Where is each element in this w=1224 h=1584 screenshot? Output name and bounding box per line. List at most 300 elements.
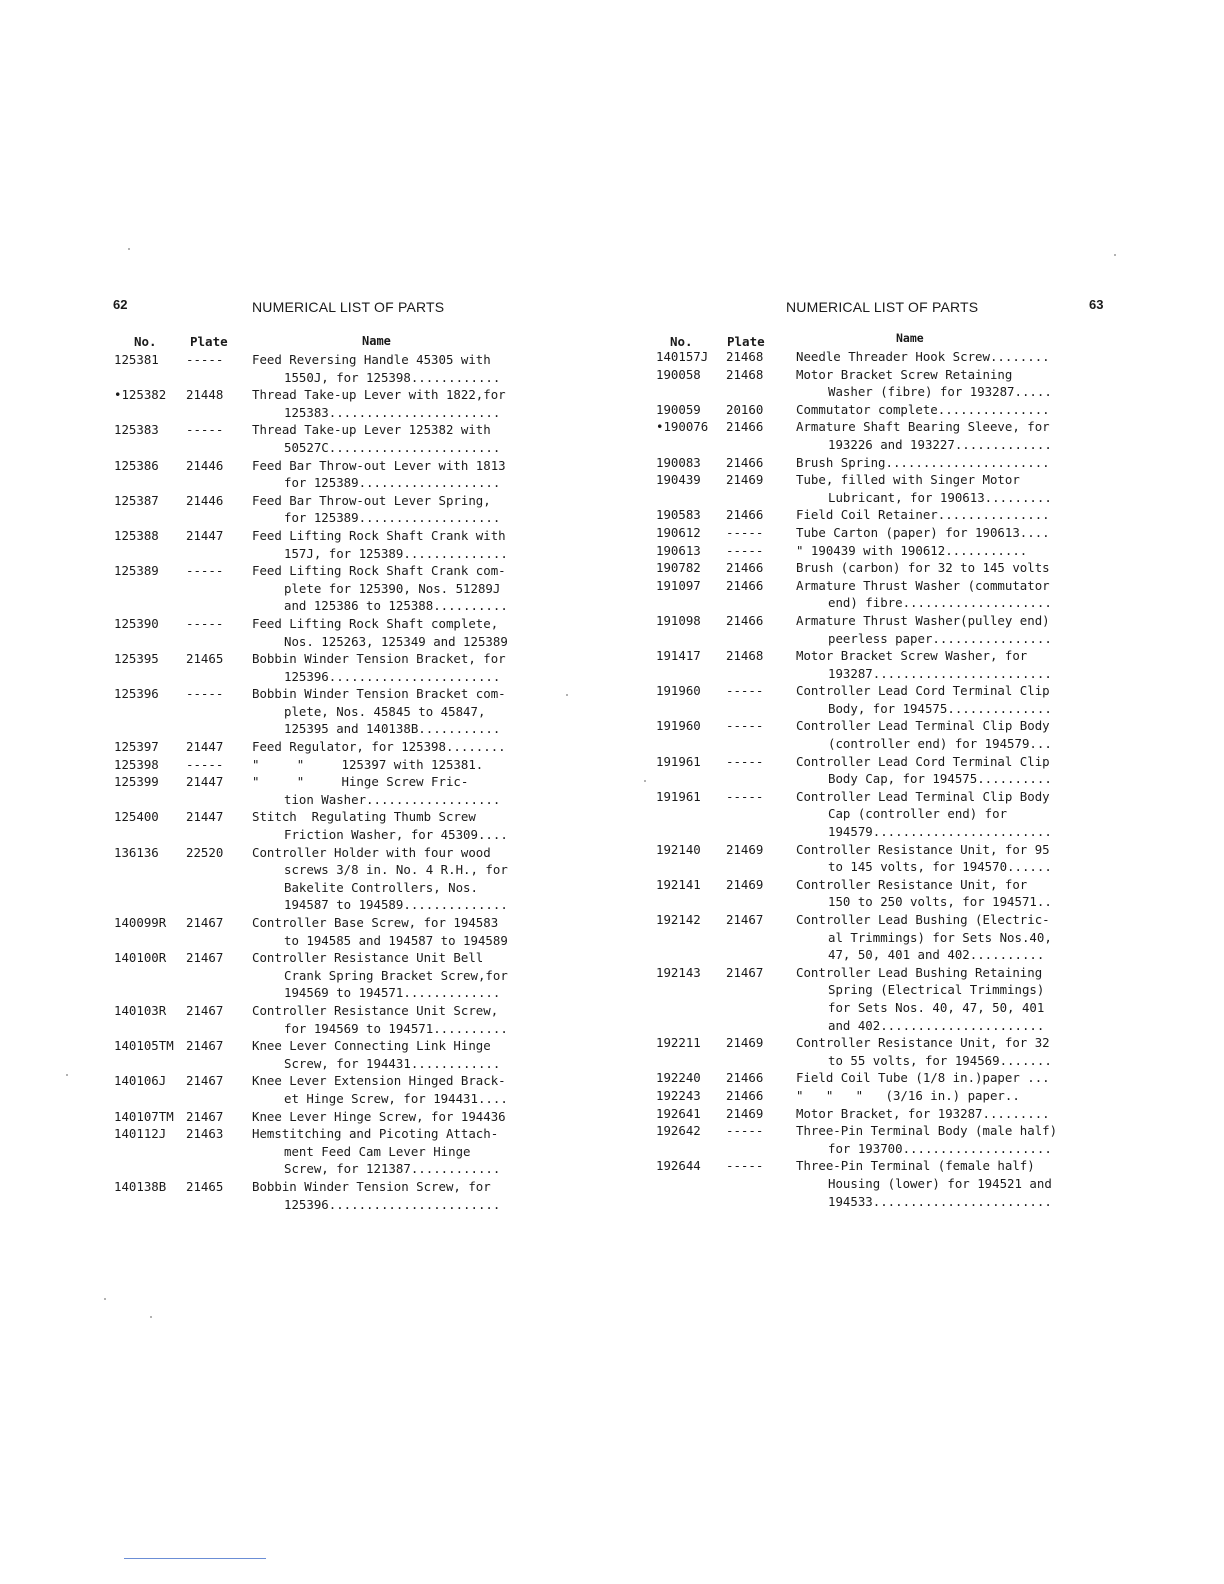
part-name-line: peerless paper................: [828, 630, 1052, 646]
table-row: [114, 457, 534, 492]
part-name: [252, 844, 534, 914]
table-row: [114, 756, 534, 774]
scan-speck: [566, 694, 568, 696]
part-name: [252, 492, 534, 527]
plate-number: 21469: [726, 841, 764, 857]
part-number: 140105TM: [114, 1038, 174, 1054]
part-number: 125383: [114, 422, 159, 438]
part-name-line: Motor Bracket, for 193287.........: [796, 1105, 1050, 1121]
part-number: 190612: [656, 524, 701, 540]
part-name: [252, 1178, 534, 1213]
part-name-line: et Hinge Screw, for 194431....: [284, 1090, 508, 1106]
part-name-line: Armature Thrust Washer (commutator: [796, 577, 1050, 593]
table-row: [656, 612, 1076, 647]
table-row: [656, 682, 1076, 717]
part-number: 125386: [114, 457, 159, 473]
scan-speck: [104, 1298, 106, 1300]
part-name-line: Three-Pin Terminal (female half): [796, 1158, 1035, 1174]
part-number: 125381: [114, 352, 159, 367]
part-name: [252, 457, 534, 492]
scan-speck: [128, 248, 130, 250]
plate-number: -----: [726, 788, 764, 804]
part-name: [796, 542, 1076, 560]
part-name-line: Body Cap, for 194575..........: [828, 771, 1052, 787]
part-name: [252, 756, 534, 774]
plate-number: 21448: [186, 387, 224, 403]
table-row: [656, 1122, 1076, 1157]
part-number: 192641: [656, 1105, 701, 1121]
part-number: •190076: [656, 419, 709, 435]
column-header-name: Name: [896, 331, 924, 345]
table-row: [114, 773, 534, 808]
part-name-line: Cap (controller end) for: [828, 806, 1008, 822]
plate-number: -----: [726, 683, 764, 699]
part-number: 191960: [656, 718, 701, 734]
table-row: [114, 562, 534, 615]
table-row: [656, 1034, 1076, 1069]
part-name-line: Housing (lower) for 194521 and: [828, 1175, 1052, 1191]
part-name-line: for 125389...................: [284, 510, 501, 526]
plate-number: 21467: [186, 1108, 224, 1124]
scan-speck: [150, 1316, 152, 1318]
part-number: 192243: [656, 1087, 701, 1103]
part-number: 125399: [114, 774, 159, 790]
plate-number: 21468: [726, 349, 764, 364]
part-name-line: Controller Resistance Unit Bell: [252, 950, 484, 966]
part-name: [796, 1069, 1076, 1087]
right-page: [612, 0, 1224, 1584]
plate-number: 21467: [726, 912, 764, 927]
plate-number: 21467: [186, 1002, 224, 1018]
parts-table: [114, 351, 534, 1213]
part-name-line: to 55 volts, for 194569.......: [828, 1052, 1052, 1068]
table-row: [114, 949, 534, 1002]
part-number: 192644: [656, 1158, 701, 1174]
part-name: [796, 401, 1076, 419]
plate-number: 21467: [186, 915, 224, 930]
part-name: [796, 788, 1076, 841]
part-name: [796, 841, 1076, 876]
plate-number: 21467: [186, 1038, 224, 1054]
part-name: [796, 876, 1076, 911]
part-name-line: Field Coil Retainer...............: [796, 507, 1050, 523]
part-number: 192642: [656, 1123, 701, 1139]
part-name-line: Feed Lifting Rock Shaft Crank com-: [252, 563, 506, 579]
part-name-line: and 125386 to 125388..........: [284, 598, 508, 614]
part-name-line: Lubricant, for 190613.........: [828, 489, 1052, 505]
part-name-line: al Trimmings) for Sets Nos.40,: [828, 929, 1052, 945]
table-row: [114, 1037, 534, 1072]
part-name-line: for Sets Nos. 40, 47, 50, 401: [828, 999, 1045, 1015]
plate-number: -----: [726, 718, 764, 734]
part-number: 125389: [114, 563, 159, 579]
table-row: [656, 964, 1076, 1034]
part-name: [252, 808, 534, 843]
part-name: [796, 366, 1076, 401]
plate-number: 21466: [726, 577, 764, 593]
part-number: 191098: [656, 612, 701, 628]
part-name-line: Controller Lead Cord Terminal Clip: [796, 683, 1050, 699]
part-name-line: 194533........................: [828, 1193, 1052, 1209]
part-number: 192240: [656, 1070, 701, 1086]
table-row: [656, 1087, 1076, 1105]
column-header-plate: Plate: [190, 334, 228, 349]
part-name-line: Tube, filled with Singer Motor: [796, 472, 1020, 488]
plate-number: -----: [186, 756, 224, 772]
column-header-name: Name: [362, 334, 391, 348]
part-name: [796, 1087, 1076, 1105]
part-name: [796, 559, 1076, 577]
page-number: 63: [1089, 297, 1104, 312]
part-name-line: Knee Lever Extension Hinged Brack-: [252, 1073, 506, 1089]
part-name: [252, 1072, 534, 1107]
part-name-line: 125396.......................: [284, 668, 501, 684]
column-header-plate: Plate: [727, 334, 765, 349]
part-number: 190782: [656, 560, 701, 576]
scan-speck: [66, 1074, 68, 1076]
plate-number: 21446: [186, 457, 224, 473]
part-name: [796, 524, 1076, 542]
part-name: [252, 949, 534, 1002]
table-row: [114, 685, 534, 738]
part-name-line: tion Washer..................: [284, 791, 501, 807]
plate-number: 21469: [726, 876, 764, 892]
part-name-line: 194587 to 194589..............: [284, 897, 508, 913]
part-name-line: Controller Resistance Unit, for: [796, 876, 1028, 892]
table-row: [656, 647, 1076, 682]
part-name: [252, 386, 534, 421]
plate-number: 21468: [726, 648, 764, 664]
plate-number: -----: [726, 1123, 764, 1139]
part-name-line: Knee Lever Connecting Link Hinge: [252, 1038, 491, 1054]
part-number: 125387: [114, 492, 159, 508]
part-name: [796, 717, 1076, 752]
part-name-line: " " 125397 with 125381.: [252, 756, 484, 772]
part-name: [252, 685, 534, 738]
part-number: 125397: [114, 739, 159, 755]
part-name-line: Controller Resistance Unit, for 32: [796, 1035, 1050, 1051]
part-name: [796, 612, 1076, 647]
part-name-line: Washer (fibre) for 193287.....: [828, 384, 1052, 400]
part-name: [796, 1157, 1076, 1210]
part-name-line: to 194585 and 194587 to 194589: [284, 932, 508, 948]
table-row: [114, 421, 534, 456]
part-name: [252, 527, 534, 562]
part-name-line: Brush Spring......................: [796, 454, 1050, 470]
table-row: [656, 366, 1076, 401]
plate-number: 21466: [726, 419, 764, 435]
scan-speck: [1114, 254, 1116, 256]
part-name-line: Feed Lifting Rock Shaft complete,: [252, 615, 499, 631]
part-name: [252, 421, 534, 456]
part-name: [252, 650, 534, 685]
table-row: [114, 1072, 534, 1107]
page-number: 62: [113, 297, 128, 312]
part-number: 191961: [656, 788, 701, 804]
part-name-line: Nos. 125263, 125349 and 125389: [284, 633, 508, 649]
part-name-line: Controller Lead Bushing (Electric-: [796, 912, 1050, 927]
plate-number: -----: [726, 524, 764, 540]
part-name-line: Stitch Regulating Thumb Screw: [252, 809, 476, 825]
part-name-line: 125383.......................: [284, 404, 501, 420]
table-row: [114, 808, 534, 843]
plate-number: -----: [186, 563, 224, 579]
part-name-line: 194569 to 194571.............: [284, 985, 501, 1001]
part-name-line: plete for 125390, Nos. 51289J: [284, 580, 501, 596]
part-number: 125396: [114, 686, 159, 702]
part-name-line: for 194569 to 194571..........: [284, 1020, 508, 1036]
part-name-line: Feed Bar Throw-out Lever with 1813: [252, 457, 506, 473]
part-number: 140100R: [114, 950, 167, 966]
table-row: [656, 788, 1076, 841]
part-number: 140157J: [656, 349, 709, 364]
table-row: [656, 559, 1076, 577]
page-heading: NUMERICAL LIST OF PARTS: [252, 299, 445, 315]
part-name-line: Three-Pin Terminal Body (male half): [796, 1123, 1058, 1139]
part-name-line: 125395 and 140138B...........: [284, 721, 501, 737]
part-name-line: Motor Bracket Screw Retaining: [796, 366, 1013, 382]
part-name-line: Controller Lead Bushing Retaining: [796, 964, 1043, 980]
part-name: [796, 1122, 1076, 1157]
part-name: [252, 1108, 534, 1126]
part-name-line: screws 3/8 in. No. 4 R.H., for: [284, 862, 508, 878]
part-name: [796, 1034, 1076, 1069]
part-name: [252, 351, 534, 386]
part-name-line: Motor Bracket Screw Washer, for: [796, 648, 1028, 664]
table-row: [114, 351, 534, 386]
table-row: [656, 401, 1076, 419]
table-row: [656, 841, 1076, 876]
table-row: [656, 911, 1076, 964]
part-name-line: Armature Shaft Bearing Sleeve, for: [796, 419, 1050, 435]
table-row: [114, 844, 534, 914]
part-number: 140103R: [114, 1002, 167, 1018]
part-name-line: Controller Lead Terminal Clip Body: [796, 718, 1050, 734]
part-number: 192141: [656, 876, 701, 892]
part-name-line: " " Hinge Screw Fric-: [252, 774, 469, 790]
part-number: 191097: [656, 577, 701, 593]
plate-number: 21465: [186, 1178, 224, 1194]
part-name-line: Feed Regulator, for 125398........: [252, 739, 506, 755]
part-name-line: 150 to 250 volts, for 194571..: [828, 894, 1052, 910]
part-name: [796, 964, 1076, 1034]
plate-number: 21469: [726, 1105, 764, 1121]
table-row: [656, 1105, 1076, 1123]
plate-number: -----: [726, 753, 764, 769]
part-name-line: Feed Lifting Rock Shaft Crank with: [252, 527, 506, 543]
part-number: 125395: [114, 651, 159, 667]
plate-number: 21466: [726, 1087, 764, 1103]
part-number: 191961: [656, 753, 701, 769]
part-name-line: Hemstitching and Picoting Attach-: [252, 1126, 499, 1142]
part-name-line: 193226 and 193227.............: [828, 436, 1052, 452]
part-number: 191417: [656, 648, 701, 664]
page-heading: NUMERICAL LIST OF PARTS: [786, 299, 979, 315]
plate-number: 21447: [186, 527, 224, 543]
table-row: [114, 1178, 534, 1213]
part-name-line: ment Feed Cam Lever Hinge: [284, 1143, 471, 1159]
part-name: [796, 348, 1076, 366]
table-row: [656, 471, 1076, 506]
table-row: [656, 524, 1076, 542]
part-number: 190059: [656, 401, 701, 417]
plate-number: 21468: [726, 366, 764, 382]
plate-number: 21447: [186, 809, 224, 825]
part-name-line: Body, for 194575..............: [828, 700, 1052, 716]
part-number: 191960: [656, 683, 701, 699]
part-name: [796, 577, 1076, 612]
part-number: 125400: [114, 809, 159, 825]
plate-number: 21466: [726, 1070, 764, 1086]
part-name-line: 1550J, for 125398............: [284, 369, 501, 385]
plate-number: -----: [186, 686, 224, 702]
plate-number: 21446: [186, 492, 224, 508]
table-row: [114, 1108, 534, 1126]
part-number: 190058: [656, 366, 701, 382]
part-name: [796, 454, 1076, 472]
plate-number: 21466: [726, 560, 764, 576]
table-row: [656, 418, 1076, 453]
plate-number: -----: [726, 542, 764, 558]
part-name-line: Needle Threader Hook Screw........: [796, 349, 1050, 364]
table-row: [114, 650, 534, 685]
table-row: [656, 577, 1076, 612]
part-number: 140106J: [114, 1073, 167, 1089]
part-name-line: 125396.......................: [284, 1196, 501, 1212]
plate-number: 21465: [186, 651, 224, 667]
part-name-line: plete, Nos. 45845 to 45847,: [284, 703, 486, 719]
part-name-line: Tube Carton (paper) for 190613....: [796, 524, 1050, 540]
plate-number: 21447: [186, 739, 224, 755]
part-name: [252, 615, 534, 650]
part-name-line: 157J, for 125389..............: [284, 545, 508, 561]
part-number: 140107TM: [114, 1108, 174, 1124]
part-name-line: (controller end) for 194579...: [828, 736, 1052, 752]
part-name-line: end) fibre....................: [828, 595, 1052, 611]
plate-number: 21469: [726, 472, 764, 488]
part-name-line: and 402......................: [828, 1017, 1045, 1033]
part-name-line: Thread Take-up Lever 125382 with: [252, 422, 491, 438]
table-row: [656, 1157, 1076, 1210]
part-number: 125398: [114, 756, 159, 772]
part-name-line: Bobbin Winder Tension Bracket com-: [252, 686, 506, 702]
part-name: [252, 1037, 534, 1072]
table-row: [656, 753, 1076, 788]
part-name-line: " 190439 with 190612...........: [796, 542, 1028, 558]
part-number: 192211: [656, 1035, 701, 1051]
part-name: [252, 1125, 534, 1178]
part-name-line: Controller Lead Cord Terminal Clip: [796, 753, 1050, 769]
part-name: [796, 471, 1076, 506]
part-name: [796, 506, 1076, 524]
part-name-line: Bakelite Controllers, Nos.: [284, 879, 478, 895]
table-row: [656, 348, 1076, 366]
scan-edge-line: [124, 1558, 266, 1559]
plate-number: 21466: [726, 612, 764, 628]
part-number: 192143: [656, 964, 701, 980]
table-row: [114, 1002, 534, 1037]
part-number: 125388: [114, 527, 159, 543]
part-name-line: Controller Lead Terminal Clip Body: [796, 788, 1050, 804]
parts-table: [656, 348, 1076, 1210]
plate-number: 21467: [726, 964, 764, 980]
part-name: [796, 647, 1076, 682]
part-number: 192140: [656, 841, 701, 857]
part-name: [252, 738, 534, 756]
plate-number: -----: [186, 352, 224, 367]
part-name-line: Screw, for 194431............: [284, 1055, 501, 1071]
plate-number: -----: [186, 422, 224, 438]
part-name-line: Controller Holder with four wood: [252, 844, 491, 860]
part-name-line: Feed Bar Throw-out Lever Spring,: [252, 492, 491, 508]
part-name-line: Bobbin Winder Tension Screw, for: [252, 1178, 491, 1194]
plate-number: -----: [726, 1158, 764, 1174]
part-name-line: Brush (carbon) for 32 to 145 volts: [796, 560, 1050, 576]
table-row: [114, 615, 534, 650]
part-number: 140138B: [114, 1178, 167, 1194]
plate-number: 21466: [726, 507, 764, 523]
part-name-line: Crank Spring Bracket Screw,for: [284, 967, 508, 983]
plate-number: 22520: [186, 844, 224, 860]
column-header-no: No.: [134, 334, 157, 349]
part-name-line: 193287........................: [828, 665, 1052, 681]
part-name: [796, 682, 1076, 717]
plate-number: 21467: [186, 1073, 224, 1089]
column-header-no: No.: [670, 334, 693, 349]
plate-number: 21447: [186, 774, 224, 790]
part-name-line: 194579........................: [828, 824, 1052, 840]
part-number: 192142: [656, 912, 701, 927]
table-row: [114, 386, 534, 421]
part-number: 190613: [656, 542, 701, 558]
table-row: [114, 527, 534, 562]
part-name-line: to 145 volts, for 194570......: [828, 859, 1052, 875]
plate-number: 21463: [186, 1126, 224, 1142]
plate-number: 20160: [726, 401, 764, 417]
table-row: [114, 914, 534, 949]
part-number: 136136: [114, 844, 159, 860]
part-name-line: Field Coil Tube (1/8 in.)paper ...: [796, 1070, 1050, 1086]
part-name-line: for 125389...................: [284, 475, 501, 491]
part-name-line: Controller Resistance Unit, for 95: [796, 841, 1050, 857]
table-row: [656, 506, 1076, 524]
part-name: [796, 911, 1076, 964]
table-row: [656, 1069, 1076, 1087]
part-number: 190439: [656, 472, 701, 488]
part-name-line: " " " (3/16 in.) paper..: [796, 1087, 1020, 1103]
plate-number: 21467: [186, 950, 224, 966]
scan-speck: [644, 780, 646, 782]
table-row: [114, 738, 534, 756]
part-name-line: Bobbin Winder Tension Bracket, for: [252, 651, 506, 667]
part-name-line: Spring (Electrical Trimmings): [828, 982, 1045, 998]
part-name-line: Controller Base Screw, for 194583: [252, 915, 499, 930]
part-name: [252, 773, 534, 808]
part-number: 140112J: [114, 1126, 167, 1142]
plate-number: 21469: [726, 1035, 764, 1051]
part-name-line: Knee Lever Hinge Screw, for 194436: [252, 1108, 506, 1124]
part-name-line: 50527C.......................: [284, 439, 501, 455]
part-name: [796, 418, 1076, 453]
part-name-line: Feed Reversing Handle 45305 with: [252, 352, 491, 367]
plate-number: -----: [186, 615, 224, 631]
table-row: [114, 492, 534, 527]
plate-number: 21466: [726, 454, 764, 470]
part-name: [252, 914, 534, 949]
part-name-line: Armature Thrust Washer(pulley end): [796, 612, 1050, 628]
part-number: 140099R: [114, 915, 167, 930]
part-name: [796, 1105, 1076, 1123]
